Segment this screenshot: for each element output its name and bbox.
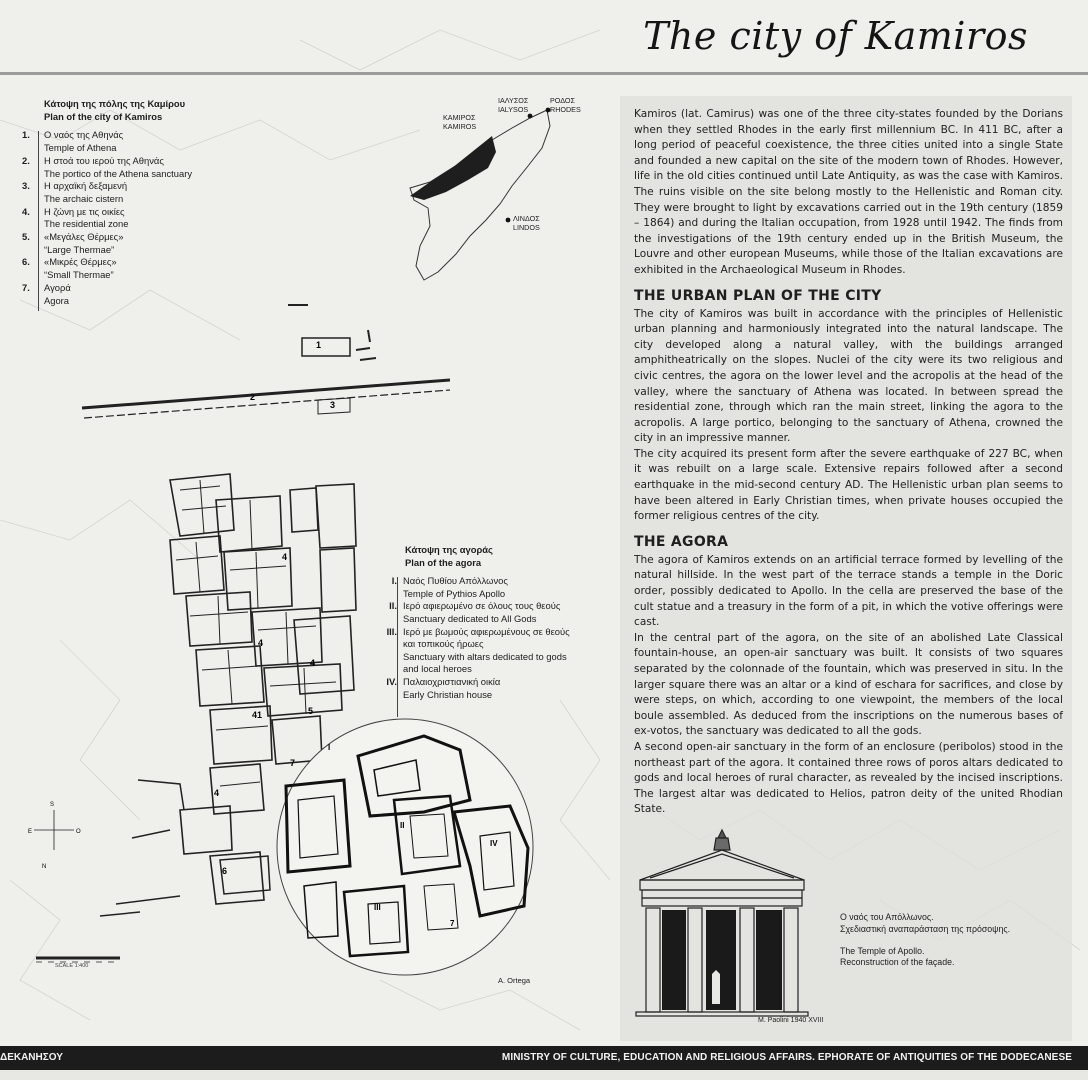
- legend-item: [22, 155, 252, 180]
- plan-num-4: 4: [282, 552, 288, 562]
- label-ialysos: ΙΑΛΥΣΟΣ IALYSOS: [498, 96, 529, 114]
- compass-n: N: [42, 864, 47, 870]
- legend-en: Temple of Athena: [44, 142, 117, 154]
- compass-s: S: [50, 802, 55, 808]
- legend-num: 6.: [22, 256, 30, 268]
- legend-item: [22, 129, 252, 154]
- agora-legend-divider: [397, 577, 398, 717]
- legend-en: Agora: [44, 294, 70, 306]
- legend-num: 7.: [22, 281, 30, 293]
- legend-gr: «Μικρές Θέρμες»: [44, 256, 117, 268]
- agora-plan-heading-gr: Κάτοψη της αγοράς: [405, 544, 493, 555]
- legend-num: 5.: [22, 231, 30, 243]
- page-title: The city of Kamiros: [643, 14, 1028, 58]
- legend-gr: «Μεγάλες Θέρμες»: [44, 231, 124, 243]
- agora-plan-heading-en: Plan of the agora: [405, 556, 482, 568]
- agora-paragraph-2: In the central part of the agora, on the site of an abolished Late Classical fountain-house, an open-air sanctuary was built. It consists of two squares separated by the colonnade of the fountain, which was preserved in situ. In the larger square there was an altar or a kind of eschara for sacrifices, and close by were steps, on which, according to one viewpoint, the members of the local boule assembled. As deduced from the inscriptions on the numerous bases of ex-votos, the sanctuary was dedicated to all the gods.: [634, 631, 1063, 738]
- legend-gr: Η ζώνη με τις οικίες: [44, 205, 125, 217]
- rhodes-island-map: [400, 96, 580, 286]
- footer-bar: [0, 1046, 1088, 1070]
- temple-credit: M. Paolini 1940 XVIII: [758, 1017, 824, 1024]
- agora-num-II: II: [400, 821, 405, 830]
- compass-e: E: [28, 829, 33, 835]
- city-plan-heading-gr: Κάτοψη της πόλης της Καμίρου: [44, 98, 186, 109]
- scale-label: SCALE 1:400: [55, 963, 89, 969]
- legend-num: 3.: [22, 180, 30, 192]
- agora-legend-item: I. Ναός Πυθίου Απόλλωνος Temple of Pythios Apollo: [391, 575, 508, 599]
- temple-caption: [840, 912, 1060, 969]
- city-plan-list: [22, 129, 252, 307]
- caption-gr-2: Σχεδιαστική αναπαράσταση της πρόσοψης.: [840, 923, 1011, 934]
- legend-en: “Large Thermae”: [44, 243, 115, 255]
- legend-num: 2.: [22, 154, 30, 166]
- plan-num-2: 2: [250, 392, 256, 402]
- label-rhodes: ΡΟΔΟΣ RHODES: [550, 96, 581, 114]
- urban-plan-paragraph-1: The city of Kamiros was built in accordance with the principles of Hellenistic urban planning and harmoniously integrated into the natural landscape. The city developed along a natural valley, with the buildings arranged amphitheatrically on the slopes. Nuclei of the city were its two religious and civic centres, the agora on the lower level and the acropolis at the head of the valley, where the sanctuary of Athena was located. In between spread the residential zone, through which ran the main street, linking the agora to the acropolis. A large portico, belonging to the sanctuary of Athena, crowned the city in an impressive manner.: [634, 307, 1063, 445]
- plan-num-5: 5: [308, 706, 314, 716]
- plan-num-6: 6: [222, 866, 228, 876]
- legend-divider: [38, 131, 39, 311]
- legend-gr: Η αρχαϊκή δεξαμενή: [44, 180, 128, 192]
- legend-item: [22, 256, 252, 281]
- legend-num: 4.: [22, 205, 30, 217]
- bottom-strip: [0, 1070, 1088, 1080]
- agora-legend-item: III. Ιερό με βωμούς αφιερωμένους σε θεούς και τοπικούς ήρωες Sanctuary with altars dedicated to gods and local heroes: [386, 625, 570, 675]
- legend-item: [22, 231, 252, 256]
- caption-en-1: The Temple of Apollo.: [840, 945, 925, 956]
- ialysos-dot: [528, 114, 533, 119]
- statue-icon: [712, 970, 720, 1004]
- legend-en: The portico of the Athena sanctuary: [44, 167, 193, 179]
- legend-gr: Αγορά: [44, 281, 71, 293]
- legend-gr: Η στοά του ιερού της Αθηνάς: [44, 154, 164, 166]
- agora-num-III: III: [374, 903, 381, 912]
- footer-left: ΔΕΚΑΝΗΣΟΥ: [0, 1052, 63, 1063]
- legend-en: The archaic cistern: [44, 192, 124, 204]
- main-text: [634, 107, 1063, 818]
- legend-item: [22, 180, 252, 205]
- agora-heading: THE AGORA: [634, 533, 729, 550]
- caption-gr-1: Ο ναός του Απόλλωνος.: [840, 912, 934, 922]
- city-plan-heading-en: Plan of the city of Kamiros: [44, 110, 163, 122]
- legend-num: 1.: [22, 129, 30, 141]
- title-rule: [0, 72, 1088, 75]
- map-credit: A. Ortega: [498, 976, 531, 985]
- plan-num-4-b: 4: [258, 638, 264, 648]
- temple-facade-drawing: [632, 824, 814, 1020]
- plan-num-4-d: 4: [214, 788, 220, 798]
- urban-plan-heading: THE URBAN PLAN OF THE CITY: [634, 287, 882, 304]
- agora-legend-item: IV. Παλαιοχριστιανική οικία Early Christian house: [386, 675, 501, 700]
- label-kamiros: ΚΑΜΙΡΟΣ KAMIROS: [443, 113, 477, 131]
- legend-en: The residential zone: [44, 218, 129, 230]
- footer-right: MINISTRY OF CULTURE, EDUCATION AND RELIGIOUS AFFAIRS. EPHORATE OF ANTIQUITIES OF THE DODECANESE: [501, 1052, 1072, 1063]
- agora-num-IV: IV: [490, 839, 498, 848]
- plan-num-3: 3: [330, 400, 336, 410]
- agora-detail-circle: [274, 716, 536, 978]
- agora-paragraph-1: The agora of Kamiros extends on an artificial terrace formed by levelling of the natural hillside. In the west part of the terrace stands a temple in the Doric order, possibly dedicated to Apollo. In the cella are preserved the base of the cult statue and a treasury in the form of a pit, in which the votive offerings were cast.: [634, 553, 1063, 629]
- caption-en-2: Reconstruction of the façade.: [840, 957, 955, 968]
- intro-paragraph: Kamiros (lat. Camirus) was one of the three city-states founded by the Dorians when they settled Rhodes in the early first millennium BC. In 411 BC, after a long period of peaceful coexistence, the three cities united into a single State and founded a new capital on the site of the modern town of Rhodes. However, life in the old cities continued until Late Antiquity, as was the case with Kamiros. The ruins visible on the site belong mostly to the Hellenistic and Roman city. They were brought to light by excavations carried out in the 19th century (1859 – 1864) and during the Italian occupation, from 1928 until 1942. The finds from the investigations of the 19th century ended up in the British Museum, the Louvre and other european Museums, while those of the Italian excavations are exhibited in the Archaeological Museum in Rhodes.: [634, 108, 1063, 276]
- legend-item: [22, 206, 252, 231]
- plan-num-41: 41: [252, 710, 263, 720]
- legend-gr: Ο ναός της Αθηνάς: [44, 129, 124, 141]
- agora-paragraph-3: A second open-air sanctuary in the form of an enclosure (peribolos) stood in the northeast part of the agora. It contained three rows of poros altars dedicated to gods and local heroes of rural character, as revealed by the incised inscriptions. The largest altar was dedicated to Helios, patron deity of the united Rhodian State.: [634, 740, 1063, 816]
- city-plan-legend: [22, 98, 252, 307]
- legend-en: “Small Thermae”: [44, 269, 114, 281]
- plan-num-4-c: 4: [310, 658, 316, 668]
- kamiros-territory: [410, 136, 496, 200]
- plan-num-7: 7: [290, 758, 296, 768]
- compass-o: O: [76, 829, 81, 835]
- agora-plan-list: [385, 575, 595, 701]
- label-lindos: ΛΙΝΔΟΣ LINDOS: [513, 214, 540, 232]
- agora-num-7: 7: [450, 919, 455, 928]
- agora-plan-legend: [385, 544, 595, 701]
- agora-legend-item: II. Ιερό αφιερωμένο σε όλους τους θεούς Sanctuary dedicated to All Gods: [389, 600, 561, 624]
- agora-num-I: I: [328, 743, 331, 752]
- lindos-dot: [506, 218, 511, 223]
- plan-num-1: 1: [316, 340, 322, 350]
- urban-plan-paragraph-2: The city acquired its present form after the severe earthquake of 227 BC, when it was rebuilt on a large scale. Extensive repairs followed after a second earthquake in the mid-second century AD. The Hellenistic urban plan seems to have been altered in Early Christian times, when private houses occupied the former religious centres of the city.: [634, 447, 1063, 523]
